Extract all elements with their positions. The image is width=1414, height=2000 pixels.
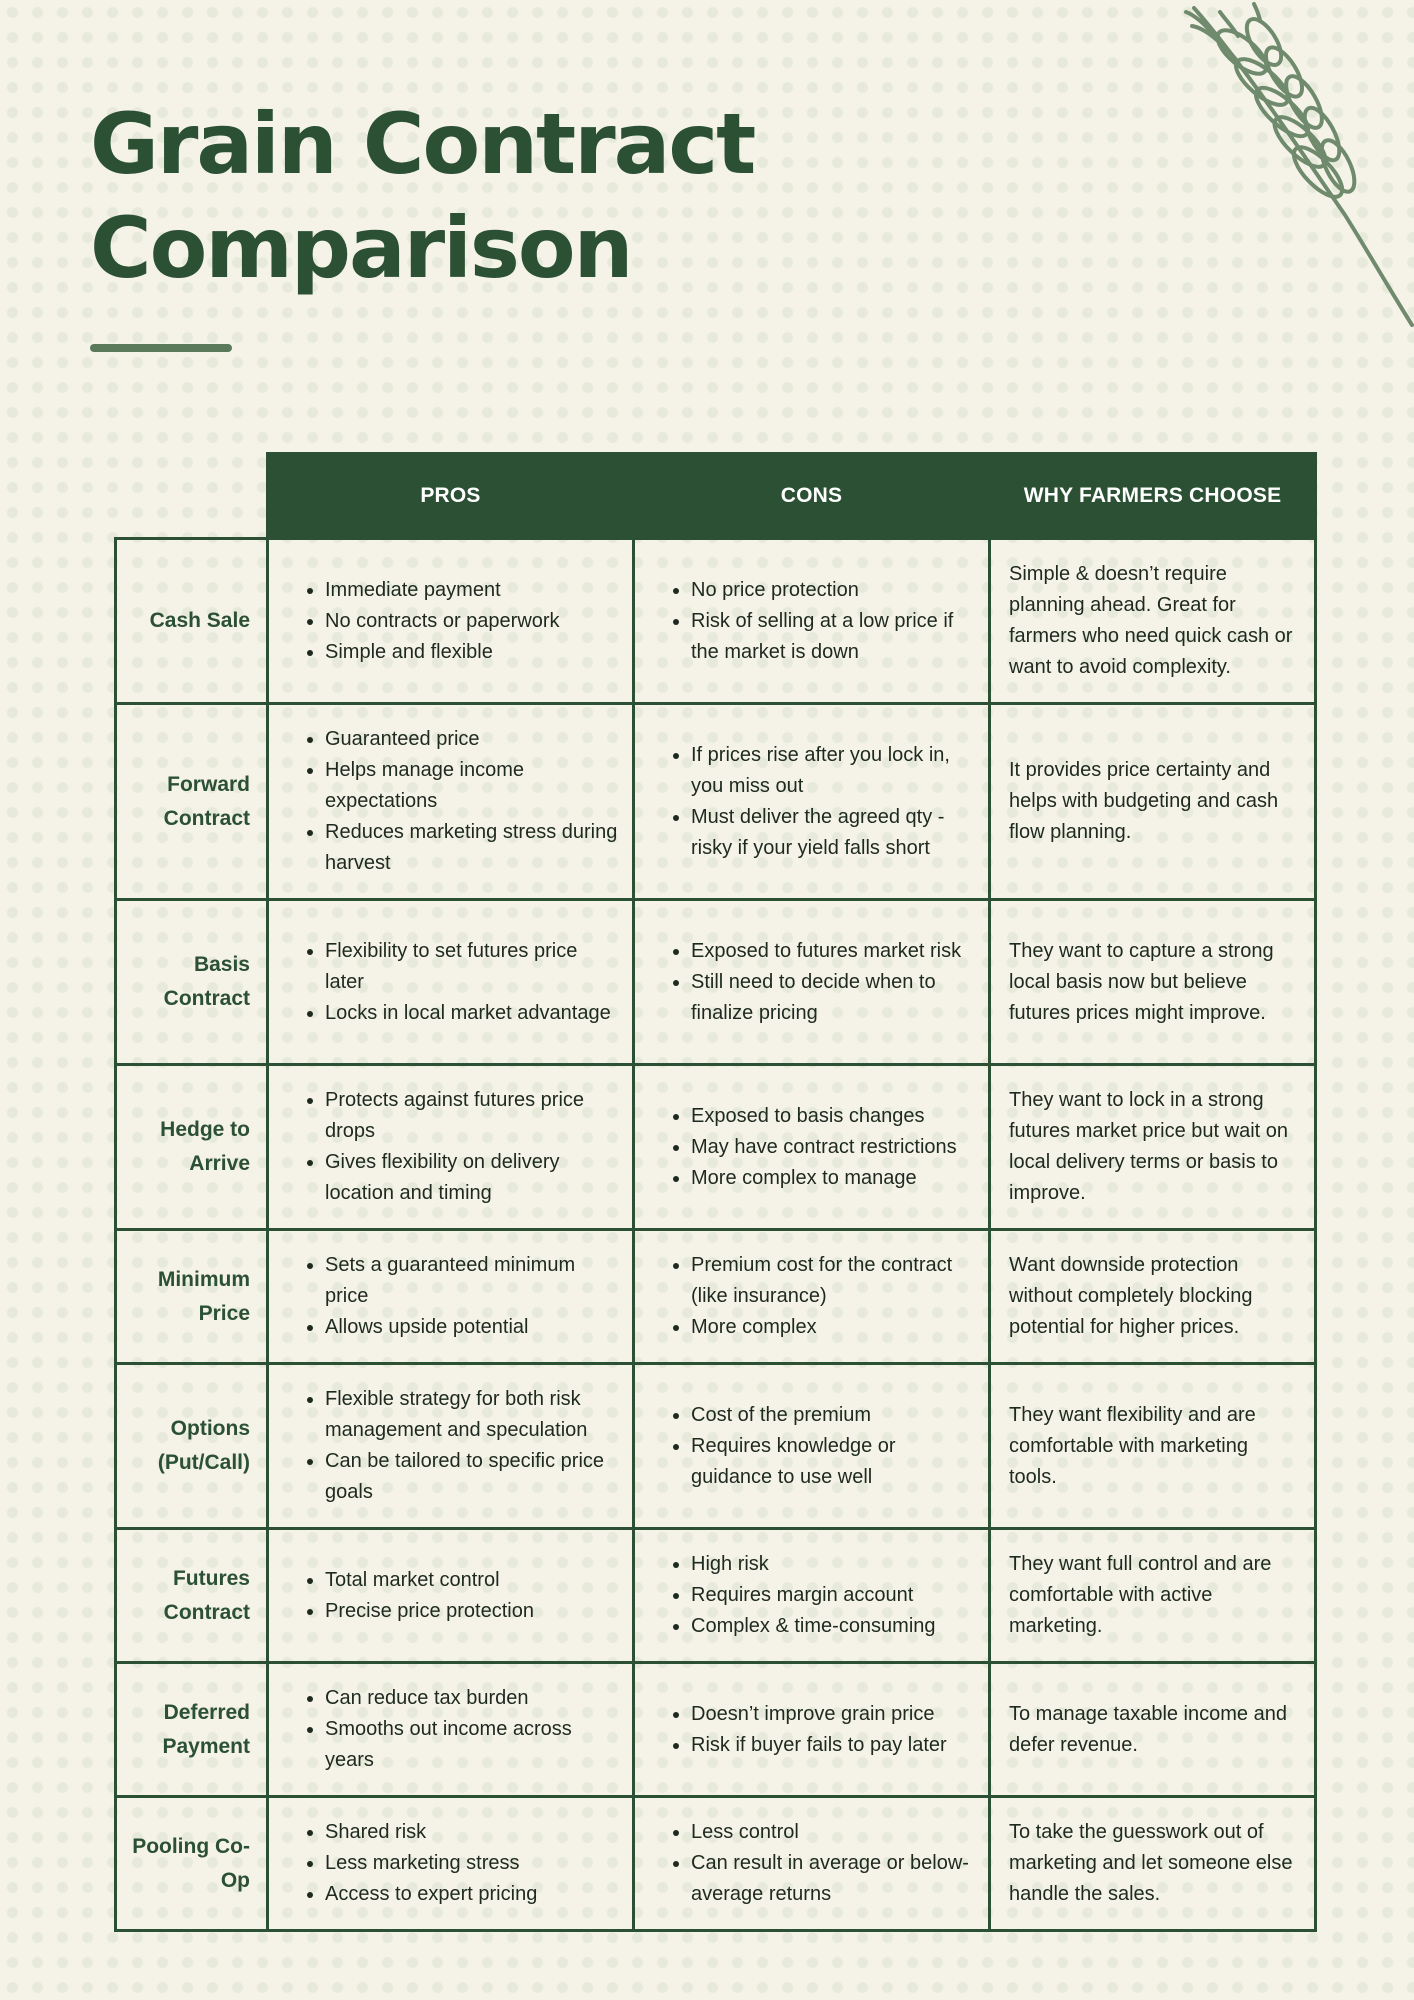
list-item: • Can be tailored to specific price goals [325,1446,620,1508]
list-item: • No contracts or paperwork [325,606,620,637]
list-item: • Requires knowledge or guidance to use well [691,1431,976,1493]
list-item: • Precise price protection [325,1596,620,1627]
list-item: • Complex & time-consuming [691,1611,976,1642]
pros-cell [268,1663,634,1797]
list-item: • Risk of selling at a low price if the market is down [691,606,976,668]
why-cell: They want flexibility and are comfortable with marketing tools. [990,1364,1316,1529]
table-row [116,900,1316,1065]
header-row [116,454,1316,539]
list-item: • Can reduce tax burden [325,1683,620,1714]
why-cell: Simple & doesn’t require planning ahead. Great for farmers who need quick cash or want to avoid complexity. [990,539,1316,704]
list-item: • Simple and flexible [325,637,620,668]
list-item: • Requires margin account [691,1580,976,1611]
list-item: • Exposed to basis changes [691,1101,976,1132]
list-item: • No price protection [691,575,976,606]
cons-cell [634,1230,990,1364]
cons-cell [634,1797,990,1931]
pros-cell [268,1364,634,1529]
row-label: Minimum Price [116,1230,268,1364]
list-item: • Must deliver the agreed qty - risky if your yield falls short [691,802,976,864]
page-title [90,92,754,300]
list-item: • Risk if buyer fails to pay later [691,1730,976,1761]
why-cell: It provides price certainty and helps with budgeting and cash flow planning. [990,704,1316,900]
header-cons: CONS [634,454,990,539]
row-label: Futures Contract [116,1529,268,1663]
row-label: Pooling Co-Op [116,1797,268,1931]
list-item: • Immediate payment [325,575,620,606]
pros-cell [268,1065,634,1230]
pros-cell [268,900,634,1065]
table-row [116,539,1316,704]
list-item: • High risk [691,1549,976,1580]
cons-cell [634,1529,990,1663]
why-cell: Want downside protection without completely blocking potential for higher prices. [990,1230,1316,1364]
list-item: • More complex to manage [691,1163,976,1194]
list-item: • Access to expert pricing [325,1879,620,1910]
cons-cell [634,539,990,704]
list-item: • Gives flexibility on delivery location and timing [325,1147,620,1209]
cons-cell [634,704,990,900]
list-item: • Cost of the premium [691,1400,976,1431]
list-item: • Less marketing stress [325,1848,620,1879]
list-item: • Doesn’t improve grain price [691,1699,976,1730]
why-cell: To take the guesswork out of marketing and let someone else handle the sales. [990,1797,1316,1931]
table-row [116,704,1316,900]
title-underline [90,344,232,352]
header-why: WHY FARMERS CHOOSE [990,454,1316,539]
table-row [116,1797,1316,1931]
row-label: Basis Contract [116,900,268,1065]
list-item: • Shared risk [325,1817,620,1848]
list-item: • Flexibility to set futures price later [325,936,620,998]
list-item: • Allows upside potential [325,1312,620,1343]
why-cell: They want full control and are comfortable with active marketing. [990,1529,1316,1663]
why-cell: To manage taxable income and defer revenue. [990,1663,1316,1797]
table-row [116,1230,1316,1364]
list-item: • Premium cost for the contract (like insurance) [691,1250,976,1312]
cons-cell [634,1663,990,1797]
list-item: • Can result in average or below-average returns [691,1848,976,1910]
list-item: • Reduces marketing stress during harvest [325,817,620,879]
table-row [116,1663,1316,1797]
cons-cell [634,1364,990,1529]
list-item: • Total market control [325,1565,620,1596]
row-label: Forward Contract [116,704,268,900]
pros-cell [268,1529,634,1663]
comparison-table [114,452,1317,1932]
cons-cell [634,1065,990,1230]
list-item: • Guaranteed price [325,724,620,755]
table-row [116,1364,1316,1529]
why-cell: They want to capture a strong local basis now but believe futures prices might improve. [990,900,1316,1065]
list-item: • May have contract restrictions [691,1132,976,1163]
header-corner [116,454,268,539]
list-item: • More complex [691,1312,976,1343]
table-row [116,1065,1316,1230]
list-item: • Sets a guaranteed minimum price [325,1250,620,1312]
pros-cell [268,539,634,704]
list-item: • Less control [691,1817,976,1848]
wheat-icon [1180,0,1414,340]
table-row [116,1529,1316,1663]
why-cell: They want to lock in a strong futures market price but wait on local delivery terms or basis to improve. [990,1065,1316,1230]
row-label: Options (Put/Call) [116,1364,268,1529]
title-line-2: Comparison [90,199,632,297]
title-line-1: Grain Contract [90,95,755,193]
list-item: • Locks in local market advantage [325,998,620,1029]
pros-cell [268,1797,634,1931]
row-label: Deferred Payment [116,1663,268,1797]
list-item: • Flexible strategy for both risk management and speculation [325,1384,620,1446]
cons-cell [634,900,990,1065]
list-item: • Helps manage income expectations [325,755,620,817]
list-item: • Smooths out income across years [325,1714,620,1776]
list-item: • Protects against futures price drops [325,1085,620,1147]
header-pros: PROS [268,454,634,539]
row-label: Hedge to Arrive [116,1065,268,1230]
list-item: • Exposed to futures market risk [691,936,976,967]
pros-cell [268,1230,634,1364]
pros-cell [268,704,634,900]
list-item: • If prices rise after you lock in, you miss out [691,740,976,802]
row-label: Cash Sale [116,539,268,704]
list-item: • Still need to decide when to finalize pricing [691,967,976,1029]
